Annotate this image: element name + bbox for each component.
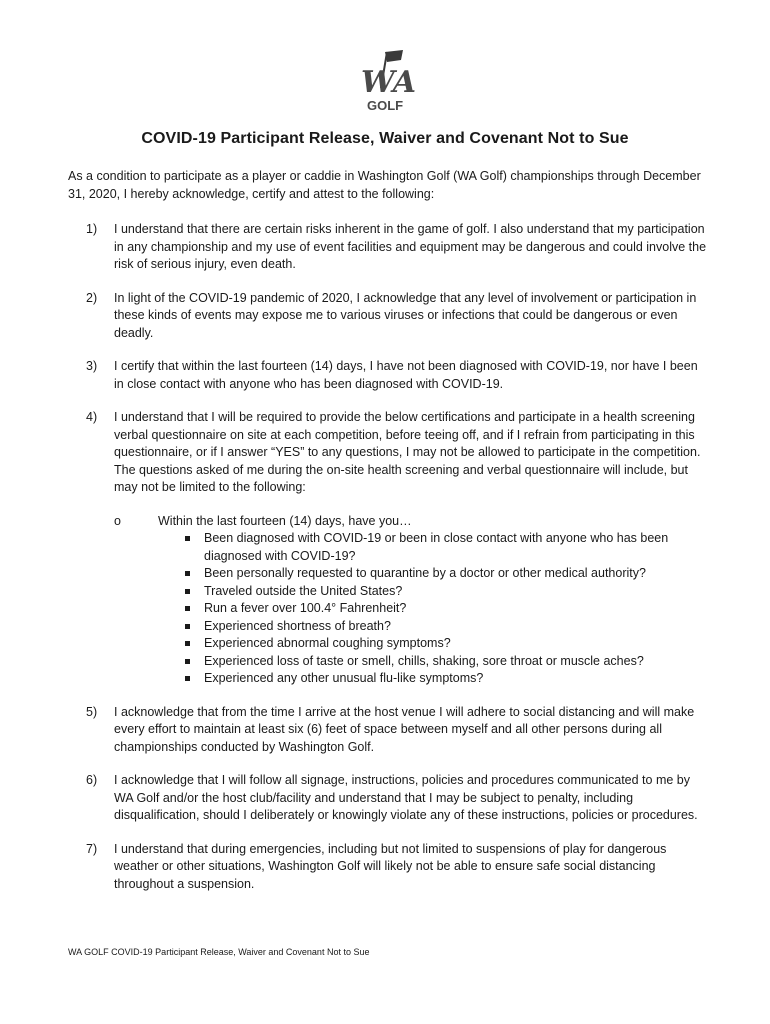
term-number: 5): [86, 704, 98, 719]
square-bullet-icon: [185, 676, 190, 681]
screening-question-text: Been diagnosed with COVID-19 or been in close contact with anyone who has been diagnosed with COVID-19?: [204, 531, 669, 563]
terms-list: [68, 221, 708, 909]
screening-question-text: Experienced loss of taste or smell, chills, shaking, sore throat or muscle aches?: [204, 653, 644, 668]
term-number: 3): [86, 359, 98, 373]
term-text: In light of the COVID-19 pandemic of 2020, I acknowledge that any level of involvement or participation in these kinds of events may expose me to various viruses or infections that could be dangerous or even deadly.: [114, 290, 697, 340]
term-number: 4): [86, 410, 98, 424]
term-number: 2): [86, 290, 98, 305]
square-bullet-icon: [185, 536, 190, 541]
term-item-7: [68, 841, 708, 894]
screening-question: [158, 565, 708, 583]
screening-questions: [114, 513, 708, 688]
wa-golf-logo-mark: [351, 48, 415, 118]
term-text: I acknowledge that from the time I arrive at the host venue I will adhere to social distancing and will make every effort to maintain at least six (6) feet of space between myself and all other persons during all championships conducted by Washington Golf.: [114, 704, 695, 754]
square-bullet-icon: [185, 606, 190, 611]
screening-question: [158, 618, 708, 636]
square-bullet-icon: [185, 659, 190, 664]
square-bullet-icon: [185, 641, 190, 646]
page-title: COVID-19 Participant Release, Waiver and Covenant Not to Sue: [141, 130, 629, 147]
term-text: I understand that there are certain risks inherent in the game of golf. I also understand that my participation in any championship and my use of event facilities and equipment may be dangerous and could involve the risk of serious injury, even death.: [114, 222, 707, 271]
logo-subtext: GOLF: [367, 98, 404, 113]
square-bullet-icon: [185, 589, 190, 594]
screening-question: [158, 600, 708, 618]
term-item-1: [68, 221, 708, 274]
intro-paragraph: As a condition to participate as a player or caddie in Washington Golf (WA Golf) championships through December 31, 2020, I hereby acknowledge, certify and attest to the following:: [68, 169, 701, 201]
screening-question-text: Experienced abnormal coughing symptoms?: [204, 636, 451, 650]
screening-question-text: Traveled outside the United States?: [204, 583, 403, 598]
term-item-6: [68, 772, 708, 825]
screening-question: [158, 653, 708, 671]
screening-question-text: Run a fever over 100.4° Fahrenheit?: [204, 601, 407, 615]
term-number: 7): [86, 841, 98, 856]
screening-question: [158, 670, 708, 688]
screening-question-text: Experienced shortness of breath?: [204, 618, 391, 633]
square-bullet-icon: [185, 624, 190, 629]
square-bullet-icon: [185, 571, 190, 576]
term-text: I certify that within the last fourteen (14) days, I have not been diagnosed with COVID-19, nor have I been in close contact with anyone who has been diagnosed with COVID-19.: [114, 359, 698, 391]
screening-question: [158, 635, 708, 653]
hollow-circle-bullet: o: [114, 513, 121, 528]
term-number: 1): [86, 222, 98, 236]
screening-lead: Within the last fourteen (14) days, have you…: [158, 513, 412, 528]
page-footer: WA GOLF COVID-19 Participant Release, Waiver and Covenant Not to Sue: [68, 947, 370, 957]
term-text: I understand that I will be required to provide the below certifications and participate in a health screening verbal questionnaire on site at each competition, before teeing off, and if I refrain from participating in this questionnaire, or if I answer “YES” to any questions, I may not be allowed to participate in the competition. The questions asked of me during the on-site health screening and verbal questionnaire will include, but may not be limited to the following:: [114, 410, 701, 494]
term-number: 6): [86, 773, 98, 787]
term-item-5: [68, 704, 708, 757]
screening-question-text: Been personally requested to quarantine by a doctor or other medical authority?: [204, 566, 646, 580]
term-text: I acknowledge that I will follow all signage, instructions, policies and procedures communicated to me by WA Golf and/or the host club/facility and understand that I may be subject to penalty, including disqualification, should I deliberately or knowingly violate any of these instructions, policies or procedures.: [114, 773, 698, 822]
term-text: I understand that during emergencies, including but not limited to suspensions of play for dangerous weather or other situations, Washington Golf will likely not be able to ensure safe social distancing throughout a suspension.: [114, 841, 667, 891]
term-item-2: [68, 290, 708, 343]
screening-question-list: [158, 530, 708, 688]
term-item-3: [68, 358, 708, 393]
screening-question: [158, 530, 708, 565]
screening-question-text: Experienced any other unusual flu-like symptoms?: [204, 671, 484, 685]
term-item-4: [68, 409, 708, 688]
screening-question: [158, 583, 708, 601]
wa-golf-logo: [351, 48, 415, 118]
logo-letters: WA: [361, 65, 415, 100]
